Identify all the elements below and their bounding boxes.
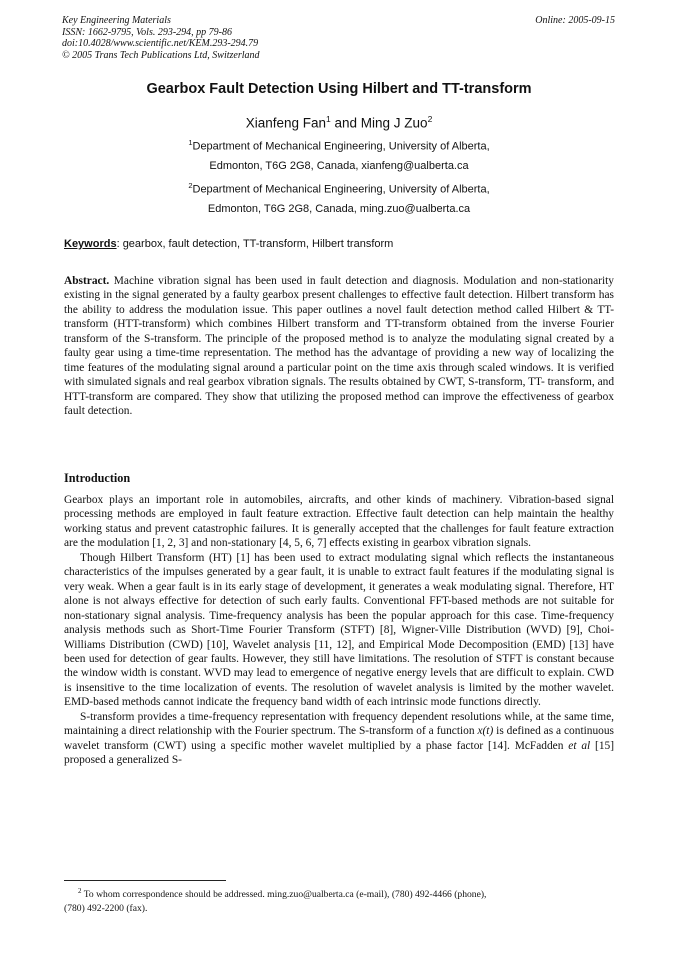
affiliation-2-line-1	[0, 181, 678, 196]
affiliation-1-department: Department of Mechanical Engineering, University of Alberta,	[192, 140, 490, 153]
keywords-line	[64, 238, 393, 250]
para3-text-b: is defined as a continuous wavelet transform (CWT) using a specific mother wavelet multiplied by a phase factor [14]. McFadden	[64, 725, 614, 752]
author-conjunction: and	[330, 115, 361, 131]
et-al: et al	[568, 739, 591, 752]
footnote-line-1	[64, 884, 614, 902]
abstract-label: Abstract.	[64, 275, 110, 287]
introduction-paragraph-2: Though Hilbert Transform (HT) [1] has been used to extract modulating signal which reflects the instantaneous characteristics of the impulses generated by a gear fault, it is unable to extract fault features if the modulating signal is very weak. When a gear fault is in its early stage of development, it generates a weak modulating signal. Therefore, HT alone is not always effective for detection of such early faults. Conventional FFT-based methods are not suitable for non-stationary signal analysis. Time-frequency analysis has been the popular approach for this case. Time-frequency analysis methods such as Short-Time Fourier Transform (STFT) [8], Wigner-Ville Distribution (WVD) [9], Choi-Williams Distribution (CWD) [10], Wavelet analysis [11, 12], and Empirical Mode Decomposition (EMD) [13] have been used for detection of gear faults. However, they still have limitations. The resolution of STFT is constant because the window width is constant. WVD may lead to emergence of negative energy levels that are difficult to explain. CWD is insensitive to the time localization of events. The resolution of wavelet analysis is limited by the mother wavelet. EMD-based methods cannot indicate the frequency band width of each intrinsic mode functions directly.	[64, 551, 614, 709]
author-2: Ming J Zuo	[360, 115, 428, 131]
author-1: Xianfeng Fan	[245, 115, 327, 131]
issn-line: ISSN: 1662-9795, Vols. 293-294, pp 79-86	[62, 26, 232, 38]
footnote	[64, 884, 614, 916]
online-date: Online: 2005-09-15	[535, 15, 615, 26]
introduction-body	[64, 493, 614, 768]
para3-text-a: S-transform provides a time-frequency representation with frequency dependent resolutions while, at the same time, maintaining a direct relationship with the Fourier spectrum. The S-transform of a function	[64, 710, 614, 738]
footnote-marker: 2	[78, 887, 82, 895]
introduction-heading: Introduction	[64, 471, 131, 485]
abstract-text: Machine vibration signal has been used in fault detection and diagnosis. Modulation and non-stationarity existing in the signal generated by a faulty gearbox present challenges to effective fault detection. Hilbert transform has the ability to address the modulation issue. This paper outlines a novel fault detection method called Hilbert & TT-transform (HTT-transform) which combines Hilbert transform and TT-transform obtained from the inverse Fourier transform of the S-transform. The principle of the proposed method is to analyze the modulating signal created by a faulty gear using a time-time representation. The method has the advantage of providing a new way of localizing the time features of the modulating signal around a particular point on the time axis through scaled windows. It is verified with simulated signals and real gearbox vibration signals. The results obtained by CWT, S-transform, TT- transform, and HTT-transform are compared. They show that utilizing the proposed method can improve the effectiveness of gearbox fault detection.	[64, 275, 615, 418]
author-line	[0, 114, 678, 131]
introduction-paragraph-1: Gearbox plays an important role in automobiles, aircrafts, and other kinds of machinery. Vibration-based signal processing methods are employed in fault feature extraction. Effective fault detection can help maintain the healthy working status and prevent catastrophic failures. It is generally accepted that the challenges for fault feature extraction are the modulation [1, 2, 3] and non-stationary [4, 5, 6, 7] effects existing in gearbox vibration signals.	[64, 494, 614, 550]
keywords-text: : gearbox, fault detection, TT-transform, Hilbert transform	[116, 238, 394, 250]
abstract-paragraph	[64, 274, 614, 419]
affiliation-2-line-2: Edmonton, T6G 2G8, Canada, ming.zuo@ualberta.ca	[207, 203, 471, 215]
affiliation-2-department: Department of Mechanical Engineering, University of Alberta,	[192, 183, 490, 196]
introduction-paragraph-3	[64, 710, 614, 768]
affiliation-1-marker: 1	[188, 138, 193, 147]
footnote-line-2: (780) 492-2200 (fax).	[64, 903, 148, 915]
author-1-marker: 1	[326, 114, 331, 124]
copyright-line: © 2005 Trans Tech Publications Ltd, Switzerland	[62, 49, 260, 61]
math-x-of-t: x(t)	[477, 725, 494, 738]
footnote-text-1: To whom correspondence should be addressed. ming.zuo@ualberta.ca (e-mail), (780) 492-4466 (phone),	[81, 889, 487, 901]
paper-title: Gearbox Fault Detection Using Hilbert and TT-transform	[146, 81, 532, 97]
journal-name: Key Engineering Materials	[62, 15, 171, 26]
footnote-rule	[64, 880, 226, 881]
journal-header	[62, 15, 260, 61]
keywords-label: Keywords	[64, 238, 117, 250]
author-2-marker: 2	[427, 114, 433, 124]
affiliation-1-line-1	[0, 138, 678, 153]
affiliation-1-line-2: Edmonton, T6G 2G8, Canada, xianfeng@ualberta.ca	[209, 160, 469, 172]
affiliation-2-marker: 2	[188, 181, 193, 190]
doi-line: doi:10.4028/www.scientific.net/KEM.293-294.79	[62, 38, 259, 49]
para3-text-c: [15] proposed a generalized S-	[64, 739, 614, 767]
